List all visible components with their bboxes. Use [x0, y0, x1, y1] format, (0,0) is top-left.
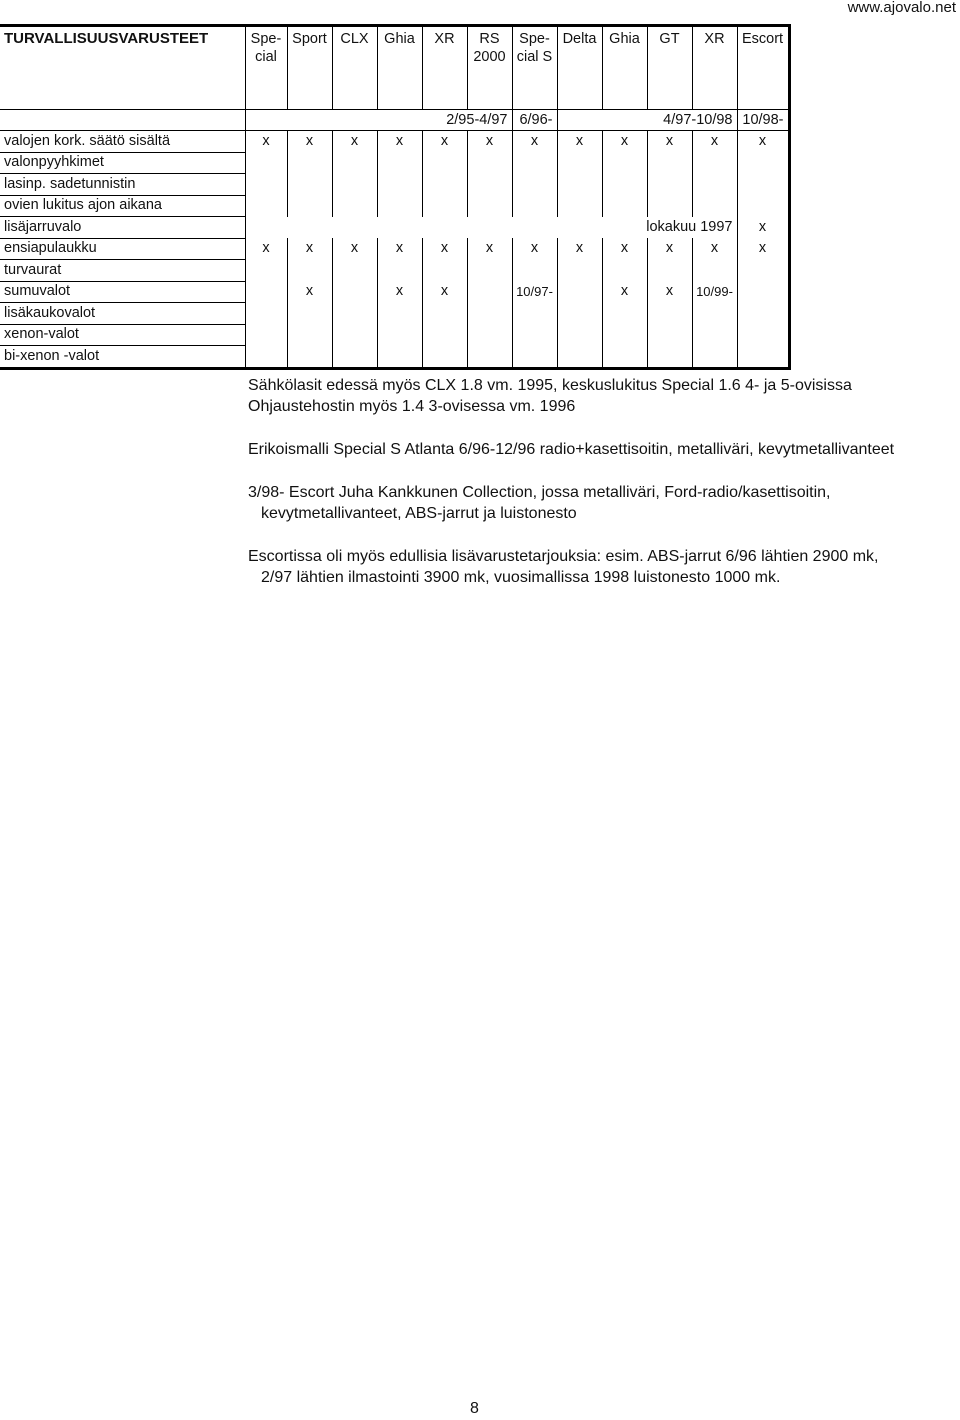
table-cell — [602, 303, 647, 325]
table-cell — [245, 195, 287, 217]
table-spacer-row — [0, 70, 789, 110]
table-row — [0, 324, 789, 346]
table-cell — [647, 324, 692, 346]
table-cell — [512, 324, 557, 346]
column-header-line: Escort — [741, 31, 784, 47]
table-cell: x — [557, 131, 602, 153]
column-header-line: RS — [479, 31, 500, 47]
feature-label: valojen kork. säätö sisältä — [0, 131, 245, 153]
table-cell — [422, 195, 467, 217]
spacer-cell — [602, 70, 647, 110]
table-cell — [377, 195, 422, 217]
table-cell — [692, 303, 737, 325]
table-cell — [692, 195, 737, 217]
table-cell — [737, 346, 789, 369]
table-cell — [602, 195, 647, 217]
table-cell — [512, 303, 557, 325]
note-special-s-atlanta: Erikoismalli Special S Atlanta 6/96-12/96 radio+kasettisoitin, metalliväri, kevytmetallivanteet — [248, 441, 895, 458]
column-header-line: Spe- — [519, 31, 550, 47]
feature-label: xenon-valot — [0, 324, 245, 346]
table-cell — [467, 260, 512, 282]
table-cell — [467, 303, 512, 325]
note-kankkunen-collection-cont: kevytmetallivanteet, ABS-jarrut ja luistonesto — [261, 505, 577, 522]
note-accessory-offers-cont: 2/97 lähtien ilmastointi 3900 mk, vuosimallissa 1998 luistonesto 1000 mk. — [261, 569, 781, 586]
table-row — [0, 238, 789, 260]
table-cell: x — [422, 281, 467, 303]
table-cell: x — [557, 238, 602, 260]
table-cell: x — [422, 238, 467, 260]
table-cell — [647, 174, 692, 196]
table-cell — [287, 260, 332, 282]
table-cell — [647, 303, 692, 325]
table-row — [0, 260, 789, 282]
table-cell — [245, 346, 287, 369]
column-header-line: CLX — [340, 31, 369, 47]
table-cell: x — [602, 281, 647, 303]
column-header — [245, 26, 287, 71]
table-cell: x — [467, 238, 512, 260]
table-cell — [245, 324, 287, 346]
table-cell: x — [647, 131, 692, 153]
spacer-cell — [557, 70, 602, 110]
spacer-cell — [647, 70, 692, 110]
table-row — [0, 195, 789, 217]
table-cell — [467, 324, 512, 346]
period-cell: 2/95-4/97 — [245, 110, 512, 131]
table-cell — [602, 174, 647, 196]
table-cell — [737, 195, 789, 217]
column-header-line: Sport — [292, 31, 327, 47]
note-power-windows: Sähkölasit edessä myös CLX 1.8 vm. 1995, keskuslukitus Special 1.6 4- ja 5-ovisissa — [248, 377, 852, 394]
table-cell: 10/99- — [692, 281, 737, 303]
table-cell — [467, 281, 512, 303]
table-cell: x — [422, 131, 467, 153]
table-cell: x — [647, 281, 692, 303]
feature-label: bi-xenon -valot — [0, 346, 245, 369]
table-cell: x — [287, 238, 332, 260]
table-cell — [737, 174, 789, 196]
table-cell — [377, 152, 422, 174]
table-cell — [377, 260, 422, 282]
table-cell — [512, 195, 557, 217]
table-cell: x — [287, 131, 332, 153]
table-cell — [692, 174, 737, 196]
table-cell — [467, 195, 512, 217]
column-header-line: Ghia — [384, 31, 415, 47]
spacer-cell — [692, 70, 737, 110]
column-header — [377, 26, 422, 71]
table-cell — [467, 152, 512, 174]
table-cell — [647, 260, 692, 282]
table-cell: x — [737, 131, 789, 153]
table-cell — [287, 195, 332, 217]
column-header-line: 2000 — [473, 49, 506, 65]
column-header — [647, 26, 692, 71]
table-cell — [422, 303, 467, 325]
table-cell — [332, 346, 377, 369]
table-cell — [557, 281, 602, 303]
table-cell — [332, 324, 377, 346]
column-header-line: Delta — [562, 31, 597, 47]
table-cell: x — [332, 238, 377, 260]
table-header-row — [0, 26, 789, 71]
table-cell: x — [377, 238, 422, 260]
table-cell: x — [377, 131, 422, 153]
period-cell: 4/97-10/98 — [557, 110, 737, 131]
table-row — [0, 131, 789, 153]
feature-label: turvaurat — [0, 260, 245, 282]
table-cell — [332, 195, 377, 217]
table-cell — [737, 152, 789, 174]
column-header — [557, 26, 602, 71]
table-cell — [512, 152, 557, 174]
table-cell — [557, 324, 602, 346]
column-header — [512, 26, 557, 71]
table-row — [0, 217, 789, 239]
table-cell — [245, 152, 287, 174]
safety-equipment-table — [0, 24, 791, 370]
table-cell — [737, 303, 789, 325]
table-cell — [422, 260, 467, 282]
column-header — [737, 26, 789, 71]
note-accessory-offers: Escortissa oli myös edullisia lisävarustetarjouksia: esim. ABS-jarrut 6/96 lähtien 2900 mk, — [248, 548, 879, 565]
table-cell — [467, 174, 512, 196]
table-cell — [737, 324, 789, 346]
table-cell — [692, 152, 737, 174]
table-cell — [332, 174, 377, 196]
column-header-line: cial S — [516, 49, 553, 65]
table-cell — [377, 303, 422, 325]
table-cell — [557, 152, 602, 174]
column-header — [467, 26, 512, 71]
table-cell — [467, 346, 512, 369]
spacer-cell — [422, 70, 467, 110]
table-cell — [287, 346, 332, 369]
table-row — [0, 303, 789, 325]
table-cell — [287, 152, 332, 174]
table-row — [0, 174, 789, 196]
period-row — [0, 110, 789, 131]
note-kankkunen-collection: 3/98- Escort Juha Kankkunen Collection, jossa metalliväri, Ford-radio/kasettisoitin, — [248, 484, 831, 501]
table-cell: x — [467, 131, 512, 153]
table-cell: x — [512, 238, 557, 260]
table-cell — [512, 260, 557, 282]
feature-label: sumuvalot — [0, 281, 245, 303]
table-cell — [647, 195, 692, 217]
column-header — [602, 26, 647, 71]
table-cell — [287, 324, 332, 346]
table-title: TURVALLISUUSVARUSTEET — [4, 30, 209, 47]
column-header-line: GT — [659, 31, 680, 47]
table-cell — [422, 174, 467, 196]
table-cell: x — [692, 131, 737, 153]
table-cell — [377, 346, 422, 369]
note-power-steering: Ohjaustehostin myös 1.4 3-ovisessa vm. 1996 — [248, 398, 576, 415]
span-cell: lokakuu 1997 — [245, 217, 737, 239]
spacer-cell — [512, 70, 557, 110]
table-cell — [332, 260, 377, 282]
table-cell: x — [737, 217, 789, 239]
feature-label: lasinp. sadetunnistin — [0, 174, 245, 196]
table-cell — [602, 152, 647, 174]
column-header-line: Ghia — [609, 31, 640, 47]
column-header — [332, 26, 377, 71]
spacer-cell — [467, 70, 512, 110]
table-cell: x — [737, 238, 789, 260]
feature-label: lisäjarruvalo — [0, 217, 245, 239]
spacer-cell — [332, 70, 377, 110]
website-url: www.ajovalo.net — [847, 0, 956, 16]
table-cell: x — [647, 238, 692, 260]
table-cell — [245, 281, 287, 303]
column-header — [287, 26, 332, 71]
table-cell — [422, 346, 467, 369]
table-cell — [422, 152, 467, 174]
table-cell — [332, 152, 377, 174]
table-cell — [512, 346, 557, 369]
table-cell: x — [377, 281, 422, 303]
spacer-cell — [287, 70, 332, 110]
table-cell: x — [602, 131, 647, 153]
column-header-line: Spe- — [250, 31, 282, 47]
table-cell — [737, 260, 789, 282]
table-cell — [245, 260, 287, 282]
table-cell: x — [602, 238, 647, 260]
table-cell — [287, 303, 332, 325]
table-row — [0, 346, 789, 369]
notes-section — [248, 375, 960, 588]
table-cell: x — [245, 131, 287, 153]
table-cell — [332, 281, 377, 303]
table-cell — [557, 303, 602, 325]
table-cell — [557, 346, 602, 369]
period-cell: 10/98- — [737, 110, 789, 131]
table-cell — [692, 260, 737, 282]
table-cell — [647, 346, 692, 369]
page-number: 8 — [470, 1400, 479, 1417]
table-cell — [557, 174, 602, 196]
table-cell — [512, 174, 557, 196]
table-cell: x — [245, 238, 287, 260]
table-cell — [557, 195, 602, 217]
table-cell: 10/97- — [512, 281, 557, 303]
table-cell — [602, 260, 647, 282]
feature-label: lisäkaukovalot — [0, 303, 245, 325]
table-cell — [647, 152, 692, 174]
table-cell — [332, 303, 377, 325]
feature-label: ovien lukitus ajon aikana — [0, 195, 245, 217]
column-header-line: cial — [255, 49, 277, 65]
table-cell — [377, 174, 422, 196]
table-cell — [422, 324, 467, 346]
column-header — [692, 26, 737, 71]
table-cell — [692, 324, 737, 346]
table-row — [0, 281, 789, 303]
column-header-line: XR — [704, 31, 725, 47]
table-cell: x — [332, 131, 377, 153]
table-cell — [692, 346, 737, 369]
period-label-cell — [0, 110, 245, 131]
column-header — [422, 26, 467, 71]
table-cell: x — [512, 131, 557, 153]
table-row — [0, 152, 789, 174]
table-cell — [377, 324, 422, 346]
period-cell: 6/96- — [512, 110, 557, 131]
table-cell — [287, 174, 332, 196]
feature-label: valonpyyhkimet — [0, 152, 245, 174]
table-cell — [602, 346, 647, 369]
spacer-cell — [245, 70, 287, 110]
table-cell — [245, 174, 287, 196]
table-cell: x — [692, 238, 737, 260]
table-cell — [602, 324, 647, 346]
spacer-cell — [737, 70, 789, 110]
feature-label: ensiapulaukku — [0, 238, 245, 260]
column-header-line: XR — [434, 31, 455, 47]
table-cell — [557, 260, 602, 282]
table-cell — [245, 303, 287, 325]
table-cell: x — [287, 281, 332, 303]
spacer-cell — [0, 70, 245, 110]
spacer-cell — [377, 70, 422, 110]
table-cell — [737, 281, 789, 303]
